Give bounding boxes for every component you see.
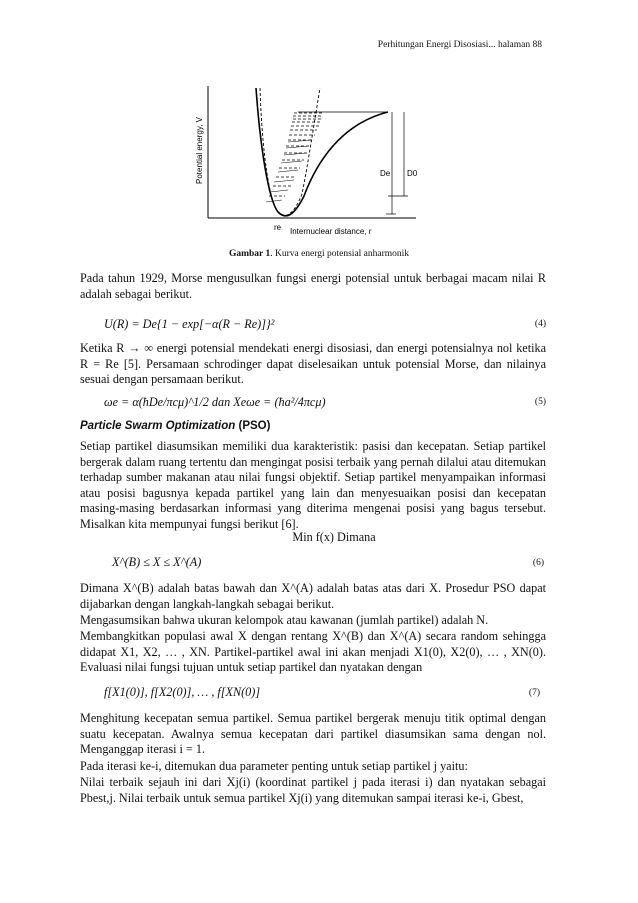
- figure-caption: [0, 249, 638, 259]
- equation-7: f[X1(0)], f[X2(0)], … , f[XN(0)]: [104, 685, 261, 699]
- paragraph-4: Dimana X^(B) adalah batas bawah dan X^(A) adalah batas atas dari X. Prosedur PSO dapat dijabarkan dengan langkah-langkah sebagai berikut.: [80, 581, 546, 611]
- paragraph-2: Ketika R → ∞ energi potensial mendekati energi disosiasi, dan energi potensialnya nol ketika R = Re [5]. Persamaan schrodinger dapat diselesaikan untuk potensial Morse, dan nilainya sesuai dengan persamaan berikut.: [80, 341, 546, 387]
- paragraph-1: Pada tahun 1929, Morse mengusulkan fungsi energi potensial untuk berbagai macam nilai R adalah sebagai berikut.: [80, 271, 546, 301]
- y-axis-label: Potential energy, V: [195, 116, 204, 184]
- de-label: De: [380, 169, 391, 178]
- equation-6-number: (6): [532, 558, 544, 568]
- equation-5: ωe = α(ħDe/πcμ)^1/2 dan Xeωe = (ħa²/4πcμ): [104, 395, 326, 409]
- min-line: Min f(x) Dimana: [292, 530, 376, 544]
- morse-potential-figure: [190, 84, 420, 244]
- morse-curve: [256, 88, 388, 216]
- paragraph-8: Pada iterasi ke-i, ditemukan dua parameter penting untuk setiap partikel j yaitu:: [80, 759, 468, 773]
- morse-curve-plot: [190, 84, 420, 244]
- caption-label: Gambar 1: [228, 249, 271, 259]
- paragraph-9: Nilai terbaik sejauh ini dari Xj(i) (koordinat partikel j pada iterasi i) dan nyatakan sebagai Pbest,j. Nilai terbaik untuk semua partikel Xj(i) yang ditemukan sampai iterasi ke-i, Gbest,: [80, 775, 546, 805]
- running-header: Perhitungan Energi Disosiasi... halaman 88: [377, 40, 542, 50]
- section-title: Particle Swarm Optimization (PSO): [80, 420, 271, 432]
- paragraph-6: Membangkitkan populasi awal X dengan rentang X^(B) dan X^(A) secara random sehingga didapat X1, X2, … , XN. Partikel-partikel awal ini akan menjadi X1(0), X2(0), … , XN(0). Evaluasi nilai fungsi tujuan untuk setiap partikel dan nyatakan dengan: [80, 629, 546, 675]
- paragraph-7: Menghitung kecepatan semua partikel. Semua partikel bergerak menuju titik optimal dengan suatu kecepatan. Awalnya semua kecepatan dari partikel diasumsikan sama dengan nol. Menganggap iterasi i = 1.: [80, 711, 546, 757]
- equation-4: U(R) = De{1 − exp[−α(R − Re)]}²: [104, 317, 275, 331]
- paragraph-3: Setiap partikel diasumsikan memiliki dua karakteristik: pasisi dan kecepatan. Setiap partikel bergerak dalam ruang tertentu dan mengingat posisi terbaik yang pernah dilalui atau ditemukan terhadap sumber makanan atau nilai fungsi objektif. Setiap partikel menyampaikan informasi atau posisi bagusnya kepada partikel yang lain dan menyesuaikan posisi dan kecepatan masing-masing berdasarkan informasi yang diterima mengenai posisi yang bagus tersebut. Misalkan kita mempunyai fungsi berikut [6].: [80, 439, 546, 531]
- caption-text: . Kurva energi potensial anharmonik: [270, 249, 410, 259]
- equation-7-number: (7): [528, 688, 540, 698]
- x-axis-label: Internuclear distance, r: [290, 227, 372, 236]
- equation-6: X^(B) ≤ X ≤ X^(A): [112, 555, 202, 569]
- d0-label: D0: [407, 169, 418, 178]
- paragraph-5: Mengasumsikan bahwa ukuran kelompok atau kawanan (jumlah partikel) adalah N.: [80, 613, 489, 627]
- equation-4-number: (4): [534, 319, 546, 329]
- equation-5-number: (5): [534, 397, 546, 407]
- re-label: re: [274, 223, 282, 232]
